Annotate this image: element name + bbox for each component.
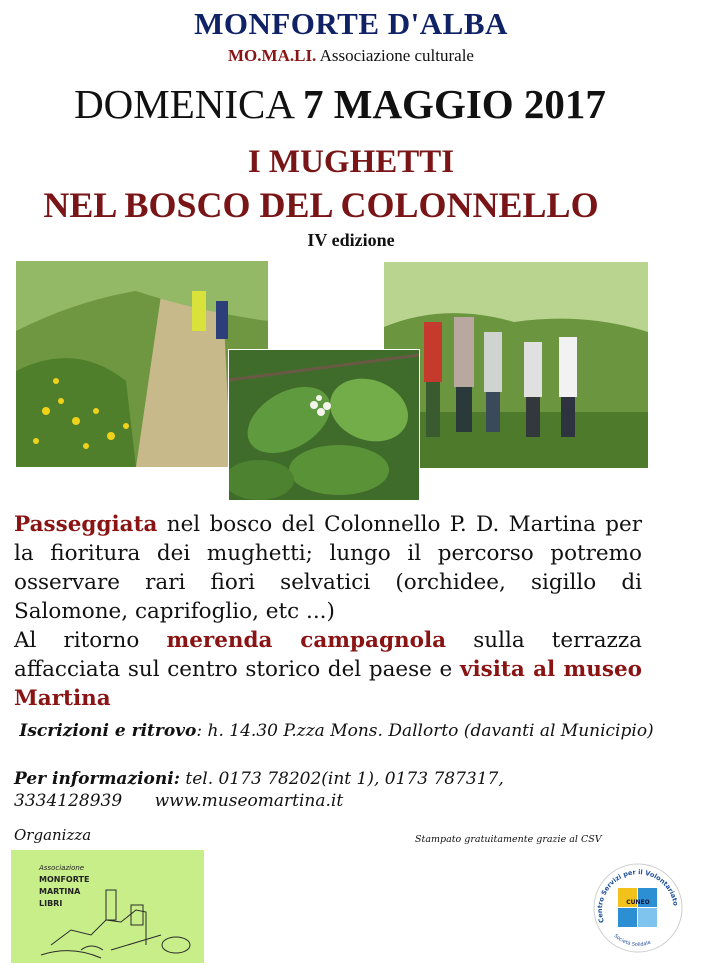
return-text-b: sulla terrazza affacciata sul centro storico del paese e (14, 628, 642, 682)
event-edition: IV edizione (307, 230, 395, 250)
association-acronym: MO.MA.LI. (228, 46, 317, 65)
logo-line: Associazione (39, 864, 85, 872)
museum-highlight: visita al museo Martina (14, 657, 643, 711)
event-date-value: 7 MAGGIO 2017 (303, 81, 606, 127)
csv-cuneo-logo (592, 862, 684, 954)
logo-line: LIBRI (39, 899, 63, 908)
event-day: DOMENICA (74, 81, 293, 127)
event-title-line1: I MUGHETTI (247, 144, 455, 180)
walk-highlight: Passeggiata (14, 512, 158, 537)
csv-center-text: CUNEO (626, 899, 650, 906)
registration-label: Iscrizioni e ritrovo (19, 721, 197, 741)
return-text-a: Al ritorno (14, 628, 167, 653)
event-date (20, 80, 660, 128)
association-line (0, 46, 702, 66)
contact-phones: tel. 0173 78202(int 1), 0173 787317, (180, 769, 504, 789)
photo-hiking-group (384, 262, 648, 468)
event-description (14, 510, 642, 713)
association-logo (11, 850, 204, 963)
csv-bottom-text: Società Solidale (612, 933, 652, 948)
logo-line: MARTINA (39, 887, 81, 896)
registration-info (14, 720, 674, 742)
event-title-line2: NEL BOSCO DEL COLONNELLO (43, 185, 599, 225)
snack-highlight: merenda campagnola (166, 628, 447, 653)
photo-lily-of-the-valley (228, 349, 420, 501)
association-description: Associazione culturale (319, 46, 474, 65)
printed-note: Stampato gratuitamente grazie al CSV (415, 834, 602, 845)
contact-info (14, 768, 674, 812)
contact-mobile: 3334128939 (14, 791, 123, 811)
contact-label: Per informazioni: (14, 769, 180, 789)
contact-website[interactable]: www.museomartina.it (154, 791, 344, 811)
walk-description: nel bosco del Colonnello P. D. Martina per la fioritura dei mughetti; lungo il percorso potremo osservare rari fiori selvatici (orchidee, sigillo di Salomone, caprifoglio, etc ...) (14, 512, 642, 624)
town-title: MONFORTE D'ALBA (194, 6, 508, 41)
logo-line: MONFORTE (39, 875, 90, 884)
organizer-label: Organizza (14, 826, 92, 844)
csv-ring-text: Centro Servizi per il Volontariato (595, 868, 680, 924)
registration-text: : h. 14.30 P.zza Mons. Dallorto (davanti al Municipio) (196, 721, 654, 741)
village-sketch-icon (11, 850, 204, 963)
